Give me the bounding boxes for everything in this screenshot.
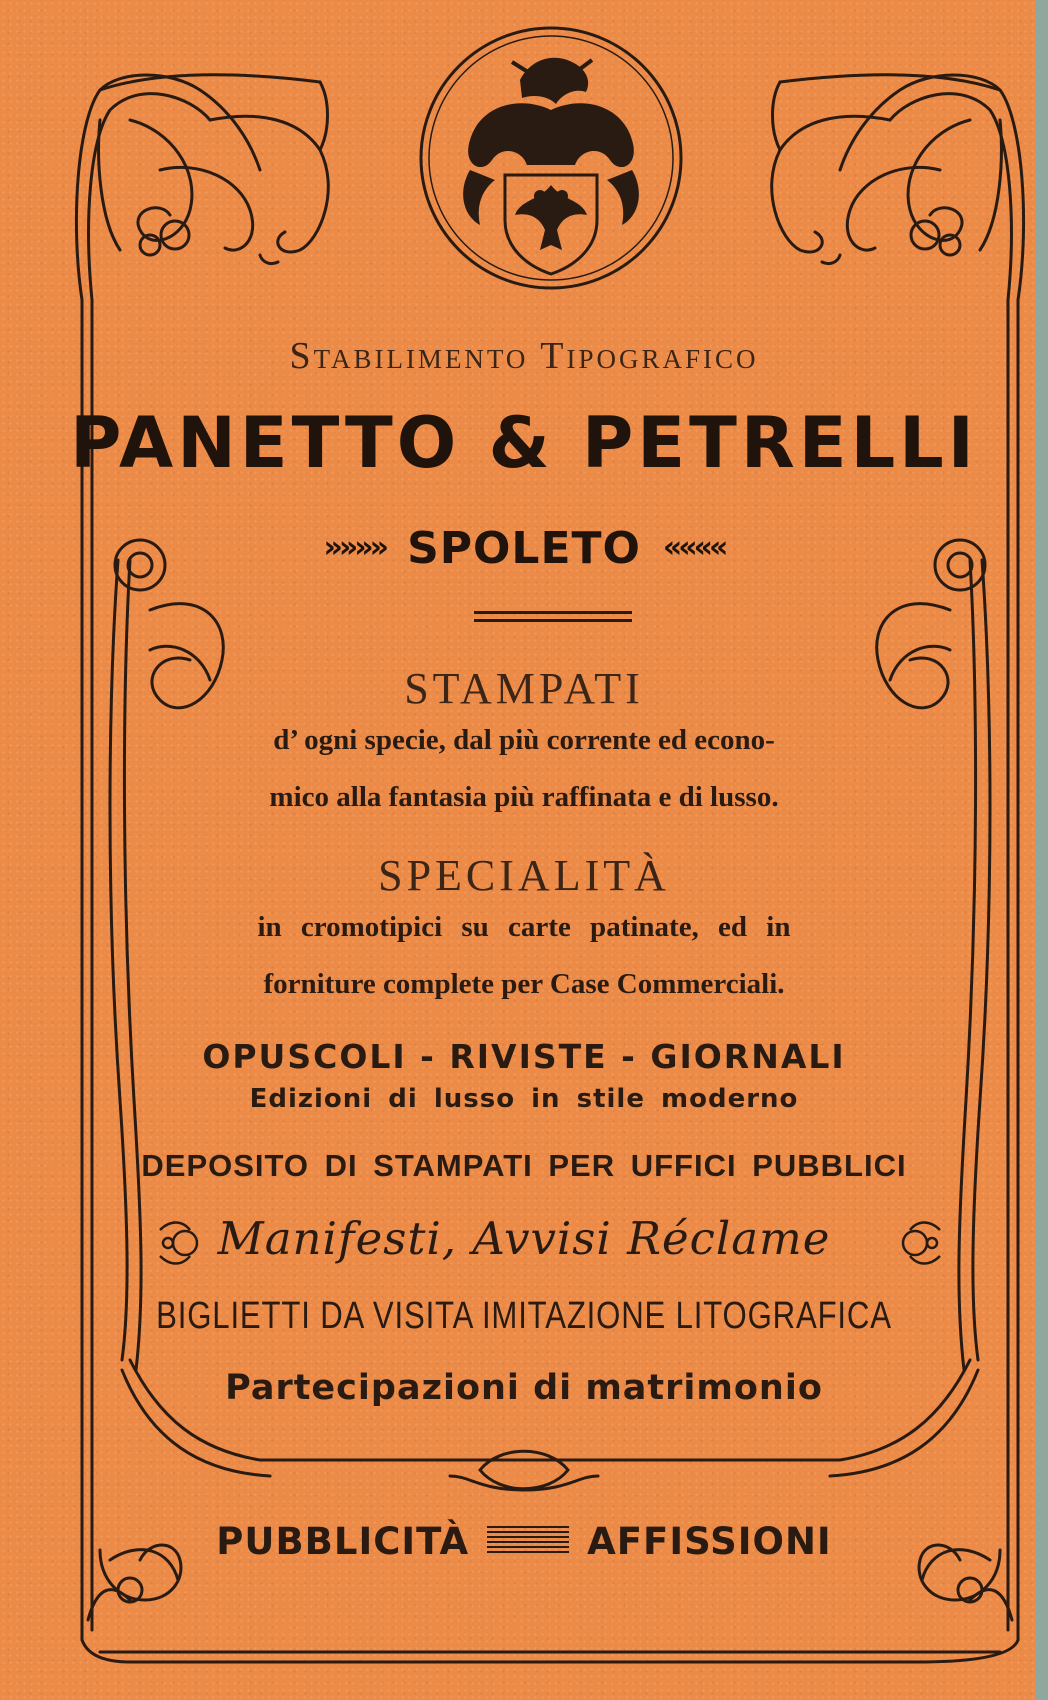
corner-ornament-top-right xyxy=(772,75,1024,300)
specialita-text-line: in cromotipici su carte patinate, ed in xyxy=(257,911,791,943)
arrow-right-ornament: »»»» xyxy=(323,530,386,565)
company-type: Stabilimento Tipografico xyxy=(289,335,759,377)
stampati-text-line: d’ ogni specie, dal più corrente ed econo- xyxy=(273,724,775,756)
wedding-announcements-line: Partecipazioni di matrimonio xyxy=(225,1368,823,1408)
company-name: PANETTO & PETRELLI xyxy=(70,402,978,484)
luxury-editions-line: Edizioni di lusso in stile moderno xyxy=(249,1084,799,1114)
posters-line: Manifesti, Avvisi Réclame xyxy=(217,1212,831,1265)
divider-rule xyxy=(474,611,632,614)
section-title-stampati: STAMPATI xyxy=(404,664,644,713)
page-edge xyxy=(1036,0,1048,1700)
coat-of-arms-icon xyxy=(421,28,681,288)
footer-posting: AFFISSIONI xyxy=(587,1520,832,1563)
corner-ornament-top-left xyxy=(76,75,328,300)
specialita-text-line: forniture complete per Case Commerciali. xyxy=(263,968,785,1000)
deposit-line: DEPOSITO DI STAMPATI PER UFFICI PUBBLICI xyxy=(141,1148,907,1183)
city-line xyxy=(0,523,1048,574)
footer-advertising: PUBBLICITÀ xyxy=(216,1520,470,1563)
section-title-specialita: SPECIALITÀ xyxy=(378,851,670,900)
arrow-left-ornament: «««« xyxy=(662,530,725,565)
footer-line xyxy=(0,1520,1048,1563)
city-name: SPOLETO xyxy=(407,523,641,574)
divider-rule xyxy=(474,619,632,622)
stampati-text-line: mico alla fantasia più raffinata e di lusso. xyxy=(269,781,779,813)
business-cards-line: BIGLIETTI DA VISITA IMITAZIONE LITOGRAFICA xyxy=(156,1295,892,1337)
bars-ornament xyxy=(487,1526,569,1556)
publications-line: OPUSCOLI - RIVISTE - GIORNALI xyxy=(202,1037,846,1076)
